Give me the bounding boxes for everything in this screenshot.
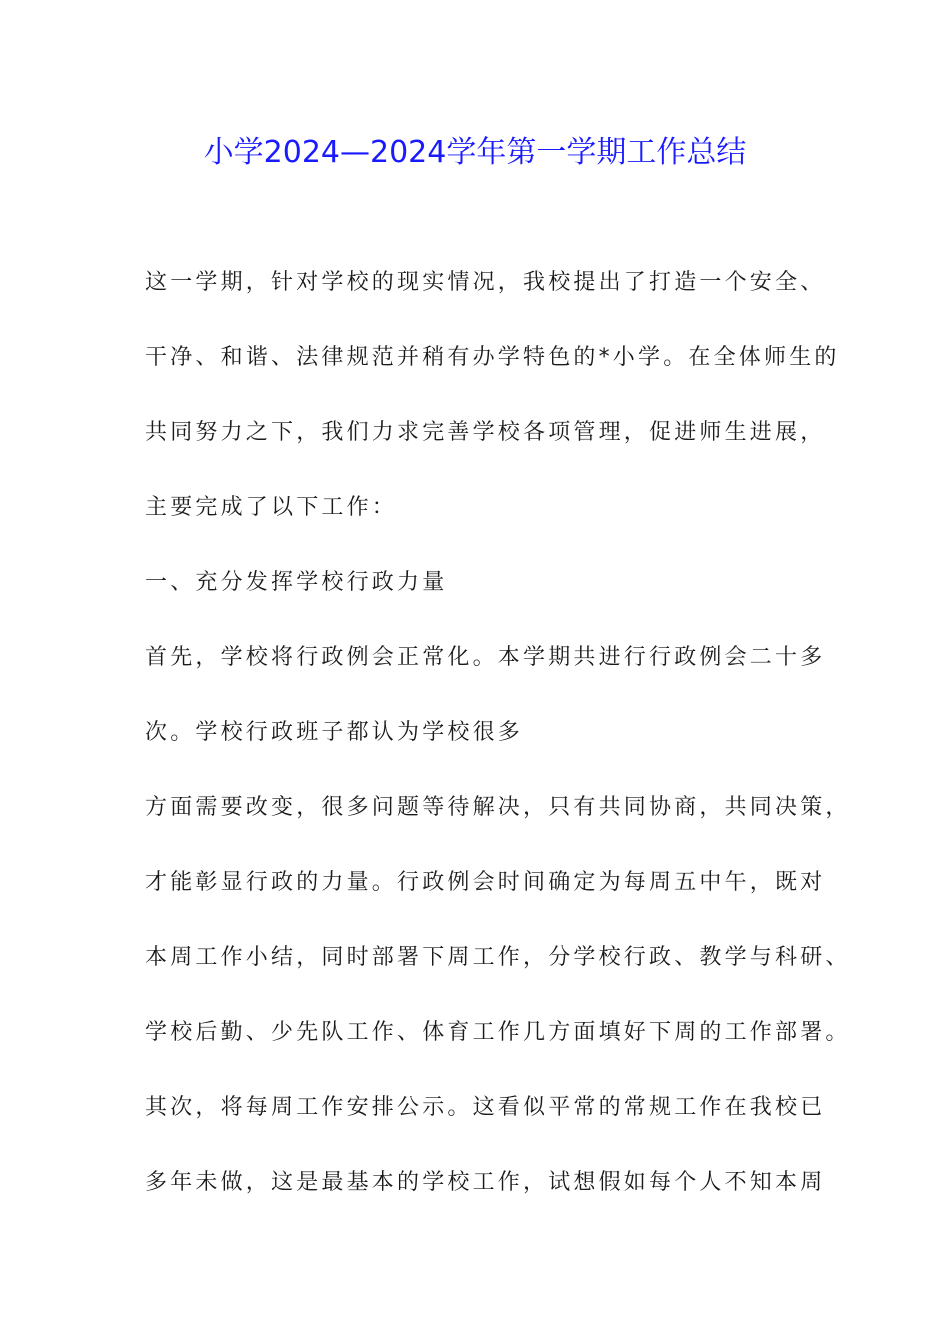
body-line-2: 干净、和谐、法律规范并稍有办学特色的*小学。在全体师生的 xyxy=(145,345,840,370)
body-line-7: 次。学校行政班子都认为学校很多 xyxy=(145,720,524,745)
body-line-13: 多年未做，这是最基本的学校工作，试想假如每个人不知本周 xyxy=(145,1170,826,1195)
body-line-8: 方面需要改变，很多问题等待解决，只有共同协商，共同决策， xyxy=(145,795,851,820)
body-line-11: 学校后勤、少先队工作、体育工作几方面填好下周的工作部署。 xyxy=(145,1020,851,1045)
body-line-10: 本周工作小结，同时部署下周工作，分学校行政、教学与科研、 xyxy=(145,945,851,970)
document-title: 小学2024—2024学年第一学期工作总结 xyxy=(203,135,747,170)
body-line-4: 主要完成了以下工作： xyxy=(145,495,398,520)
body-line-6: 首先，学校将行政例会正常化。本学期共进行行政例会二十多 xyxy=(145,645,826,670)
body-line-3: 共同努力之下，我们力求完善学校各项管理，促进师生进展， xyxy=(145,420,826,445)
body-line-9: 才能彰显行政的力量。行政例会时间确定为每周五中午，既对 xyxy=(145,870,826,895)
body-line-1: 这一学期，针对学校的现实情况，我校提出了打造一个安全、 xyxy=(145,270,826,295)
body-line-12: 其次，将每周工作安排公示。这看似平常的常规工作在我校已 xyxy=(145,1095,826,1120)
section-heading-1: 一、充分发挥学校行政力量 xyxy=(145,570,448,595)
